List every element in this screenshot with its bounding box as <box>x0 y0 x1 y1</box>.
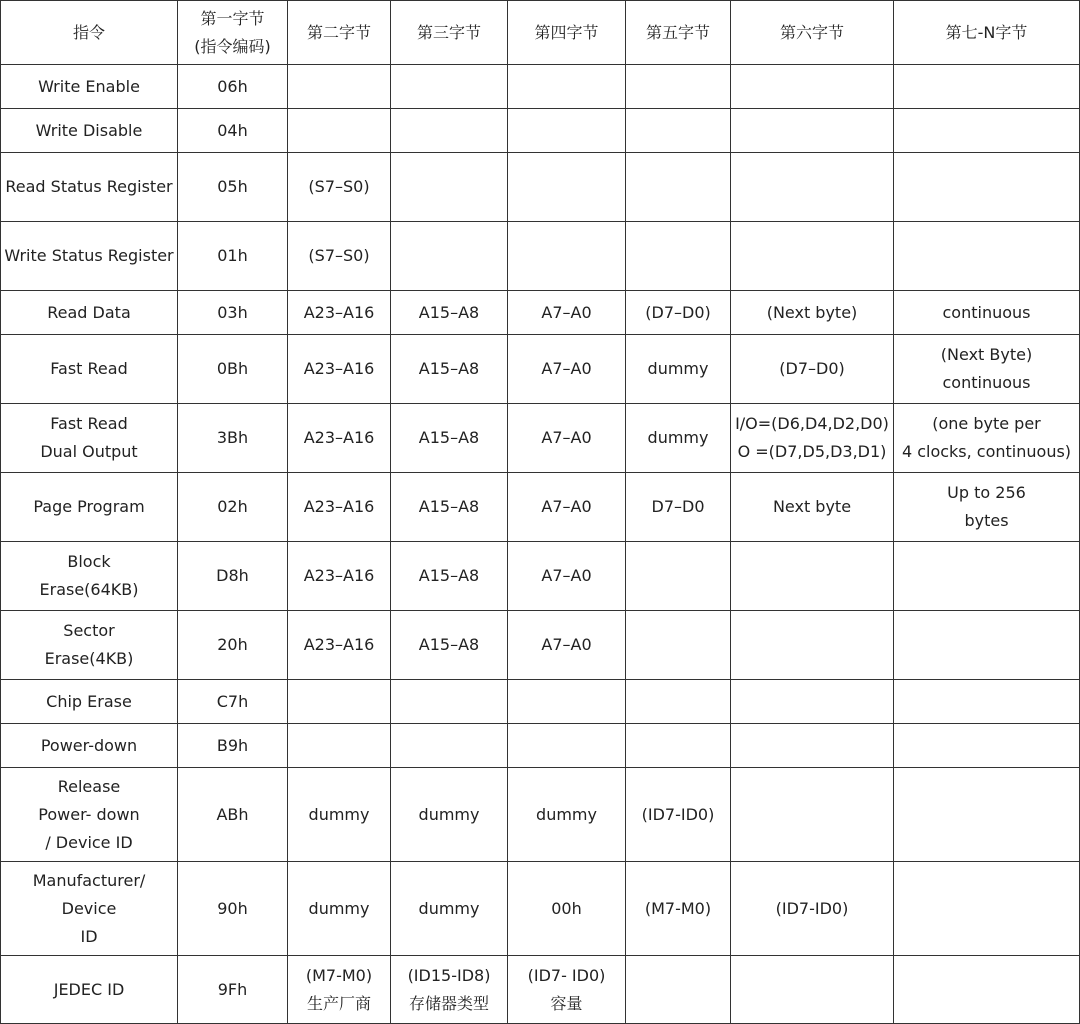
cell-text: (ID15-ID8) <box>407 965 491 985</box>
cell-text: dummy <box>647 428 709 447</box>
cell-byte2 <box>288 65 391 109</box>
cell-text: Page Program <box>33 497 145 516</box>
cell-text: 00h <box>551 898 582 918</box>
table-row <box>1 153 1080 222</box>
table-row <box>1 956 1080 1024</box>
cell-byte3 <box>391 109 508 153</box>
cell-byte1 <box>178 611 288 680</box>
cell-text: continuous <box>942 373 1031 392</box>
cell-byte1 <box>178 335 288 404</box>
table-row <box>1 65 1080 109</box>
cell-byte7-n <box>894 291 1080 335</box>
table-row <box>1 291 1080 335</box>
cell-text: (D7–D0) <box>645 302 711 322</box>
cell-byte4 <box>508 956 626 1024</box>
cell-byte1 <box>178 291 288 335</box>
cell-byte2 <box>288 862 391 956</box>
cell-byte3 <box>391 473 508 542</box>
cell-text: 第一字节 <box>200 8 265 28</box>
cell-text: A23–A16 <box>303 635 375 654</box>
cell-byte2 <box>288 542 391 611</box>
cell-text: 4 clocks, continuous) <box>901 442 1072 461</box>
cell-byte7-n <box>894 542 1080 611</box>
cell-text: A7–A0 <box>541 497 592 516</box>
cell-byte6 <box>731 473 894 542</box>
cell-byte6 <box>731 335 894 404</box>
cell-text: A7–A0 <box>541 302 592 322</box>
cell-byte3 <box>391 153 508 222</box>
cell-byte7-n <box>894 153 1080 222</box>
cell-text: dummy <box>536 804 597 824</box>
cell-text: 04h <box>217 120 248 140</box>
cell-byte7-n <box>894 222 1080 291</box>
cell-byte7-n <box>894 473 1080 542</box>
cell-byte4 <box>508 680 626 724</box>
cell-text: Dual Output <box>40 442 138 461</box>
cell-byte1 <box>178 404 288 473</box>
cell-byte4 <box>508 768 626 862</box>
cell-text: dummy <box>308 804 370 824</box>
cell-command <box>1 768 178 862</box>
cell-text: A23–A16 <box>303 428 375 447</box>
cell-command <box>1 291 178 335</box>
cell-byte1 <box>178 724 288 768</box>
cell-text: A15–A8 <box>418 428 480 447</box>
cell-text: A7–A0 <box>541 635 592 654</box>
table-row <box>1 473 1080 542</box>
cell-byte7-n <box>894 109 1080 153</box>
cell-text: 06h <box>217 76 248 96</box>
cell-byte2 <box>288 153 391 222</box>
header-row <box>1 1 1080 65</box>
cell-byte6 <box>731 291 894 335</box>
cell-text: (one byte per <box>932 414 1041 433</box>
cell-byte2 <box>288 291 391 335</box>
cell-byte1 <box>178 862 288 956</box>
cell-text: A15–A8 <box>418 302 480 322</box>
cell-text: 05h <box>217 177 248 196</box>
cell-byte7-n <box>894 65 1080 109</box>
cell-byte3 <box>391 862 508 956</box>
cell-text: A23–A16 <box>303 359 375 378</box>
cell-byte4 <box>508 109 626 153</box>
cell-command <box>1 222 178 291</box>
cell-byte1 <box>178 222 288 291</box>
cell-byte1 <box>178 768 288 862</box>
cell-text: O =(D7,D5,D3,D1) <box>737 442 887 461</box>
cell-byte4 <box>508 153 626 222</box>
cell-byte4 <box>508 611 626 680</box>
cell-text: 90h <box>217 898 248 918</box>
cell-text: 0Bh <box>216 359 249 378</box>
cell-text: Next byte <box>772 497 852 516</box>
cell-text: A23–A16 <box>303 566 375 585</box>
cell-byte6 <box>731 956 894 1024</box>
cell-text: B9h <box>216 735 249 755</box>
cell-text: (S7–S0) <box>308 177 370 196</box>
cell-byte4 <box>508 335 626 404</box>
cell-byte3 <box>391 956 508 1024</box>
cell-text: A15–A8 <box>418 635 480 654</box>
cell-byte2 <box>288 768 391 862</box>
cell-byte6 <box>731 862 894 956</box>
cell-text: A15–A8 <box>418 497 480 516</box>
cell-text: C7h <box>216 691 249 711</box>
cell-text: Write Disable <box>35 120 143 140</box>
cell-byte4 <box>508 724 626 768</box>
cell-byte3 <box>391 768 508 862</box>
header-byte4 <box>508 1 626 65</box>
header-byte2 <box>288 1 391 65</box>
cell-byte6 <box>731 542 894 611</box>
cell-text: 第七-N字节 <box>945 22 1028 42</box>
cell-command <box>1 956 178 1024</box>
table-row <box>1 109 1080 153</box>
cell-command <box>1 404 178 473</box>
table-row <box>1 542 1080 611</box>
cell-text: Fast Read <box>50 414 128 433</box>
header-command <box>1 1 178 65</box>
cell-byte1 <box>178 109 288 153</box>
cell-command <box>1 611 178 680</box>
cell-byte1 <box>178 65 288 109</box>
cell-byte6 <box>731 222 894 291</box>
cell-text: bytes <box>964 511 1009 530</box>
cell-byte2 <box>288 335 391 404</box>
cell-byte5 <box>626 542 731 611</box>
cell-byte1 <box>178 542 288 611</box>
cell-text: 03h <box>217 302 248 322</box>
cell-command <box>1 542 178 611</box>
cell-byte6 <box>731 65 894 109</box>
cell-text: Sector <box>63 621 115 640</box>
cell-command <box>1 680 178 724</box>
cell-text: dummy <box>418 898 480 918</box>
table-row <box>1 222 1080 291</box>
cell-command <box>1 724 178 768</box>
header-byte3 <box>391 1 508 65</box>
cell-byte7-n <box>894 862 1080 956</box>
cell-text: (M7-M0) <box>305 965 373 985</box>
cell-text: 生产厂商 <box>306 993 371 1013</box>
cell-text: 9Fh <box>217 979 248 999</box>
table-row <box>1 862 1080 956</box>
cell-byte5 <box>626 404 731 473</box>
cell-byte5 <box>626 956 731 1024</box>
cell-text: A15–A8 <box>418 359 480 378</box>
cell-byte5 <box>626 862 731 956</box>
cell-byte5 <box>626 335 731 404</box>
cell-byte3 <box>391 222 508 291</box>
cell-byte6 <box>731 611 894 680</box>
cell-byte6 <box>731 404 894 473</box>
cell-text: A23–A16 <box>303 497 375 516</box>
header-byte1 <box>178 1 288 65</box>
cell-byte6 <box>731 680 894 724</box>
cell-text: Read Status Register <box>5 177 173 196</box>
cell-text: Erase(64KB) <box>39 580 139 599</box>
cell-text: Manufacturer/ <box>32 870 146 890</box>
cell-text: dummy <box>418 804 480 824</box>
cell-byte3 <box>391 724 508 768</box>
cell-text: A23–A16 <box>303 302 375 322</box>
cell-byte3 <box>391 404 508 473</box>
cell-text: Fast Read <box>50 359 128 378</box>
cell-text: 第五字节 <box>645 22 710 42</box>
cell-text: (Next byte) <box>766 302 858 322</box>
cell-text: I/O=(D6,D4,D2,D0) <box>735 414 889 433</box>
cell-text: 第六字节 <box>779 22 844 42</box>
cell-byte2 <box>288 404 391 473</box>
cell-byte3 <box>391 335 508 404</box>
cell-byte6 <box>731 109 894 153</box>
cell-text: / Device ID <box>45 832 133 852</box>
cell-text: Write Enable <box>38 76 140 96</box>
cell-text: A15–A8 <box>418 566 480 585</box>
cell-byte1 <box>178 680 288 724</box>
cell-text: dummy <box>308 898 370 918</box>
cell-byte6 <box>731 153 894 222</box>
cell-command <box>1 153 178 222</box>
cell-text: D8h <box>216 566 249 585</box>
cell-text: A7–A0 <box>541 566 592 585</box>
cell-byte5 <box>626 611 731 680</box>
cell-byte7-n <box>894 956 1080 1024</box>
table-row <box>1 680 1080 724</box>
cell-byte5 <box>626 153 731 222</box>
table-row <box>1 768 1080 862</box>
cell-text: 02h <box>217 497 248 516</box>
cell-byte5 <box>626 109 731 153</box>
cell-text: 第四字节 <box>534 22 599 42</box>
cell-text: D7–D0 <box>651 497 705 516</box>
cell-text: 20h <box>217 635 248 654</box>
cell-byte7-n <box>894 680 1080 724</box>
cell-byte2 <box>288 473 391 542</box>
cell-text: 存储器类型 <box>408 993 489 1013</box>
table-row <box>1 404 1080 473</box>
cell-byte1 <box>178 153 288 222</box>
cell-text: A7–A0 <box>541 359 592 378</box>
cell-text: Power- down <box>38 804 140 824</box>
cell-byte2 <box>288 222 391 291</box>
table-row <box>1 335 1080 404</box>
cell-text: A7–A0 <box>541 428 592 447</box>
cell-byte2 <box>288 611 391 680</box>
cell-text: (D7–D0) <box>779 359 845 378</box>
cell-byte4 <box>508 222 626 291</box>
cell-byte6 <box>731 724 894 768</box>
cell-command <box>1 335 178 404</box>
cell-byte7-n <box>894 404 1080 473</box>
cell-byte3 <box>391 65 508 109</box>
cell-text: 01h <box>217 246 248 265</box>
header-byte6 <box>731 1 894 65</box>
cell-text: JEDEC ID <box>53 979 125 999</box>
header-byte7-n <box>894 1 1080 65</box>
cell-text: Write Status Register <box>4 246 174 265</box>
cell-text: 容量 <box>550 993 583 1013</box>
cell-byte5 <box>626 768 731 862</box>
cell-byte5 <box>626 222 731 291</box>
cell-text: ID <box>80 926 98 946</box>
cell-text: Erase(4KB) <box>44 649 134 668</box>
cell-text: Device <box>61 898 117 918</box>
table-row <box>1 611 1080 680</box>
cell-command <box>1 65 178 109</box>
cell-byte2 <box>288 680 391 724</box>
cell-byte5 <box>626 473 731 542</box>
cell-byte3 <box>391 611 508 680</box>
cell-byte4 <box>508 404 626 473</box>
cell-text: (ID7- ID0) <box>527 965 606 985</box>
cell-text: 指令 <box>72 22 105 42</box>
cell-byte5 <box>626 724 731 768</box>
cell-byte1 <box>178 473 288 542</box>
cell-text: (ID7-ID0) <box>775 898 849 918</box>
cell-byte2 <box>288 109 391 153</box>
cell-byte6 <box>731 768 894 862</box>
cell-text: 3Bh <box>216 428 249 447</box>
cell-text: Up to 256 <box>947 483 1026 502</box>
cell-text: Release <box>57 776 121 796</box>
cell-text: Chip Erase <box>46 691 132 711</box>
cell-text: (Next Byte) <box>940 345 1033 364</box>
cell-byte4 <box>508 542 626 611</box>
cell-text: (ID7-ID0) <box>641 804 715 824</box>
cell-text: 第三字节 <box>416 22 481 42</box>
cell-text: (M7-M0) <box>644 898 712 918</box>
cell-byte4 <box>508 862 626 956</box>
cell-byte5 <box>626 291 731 335</box>
cell-text: continuous <box>942 302 1031 322</box>
cell-text: dummy <box>647 359 709 378</box>
cell-byte5 <box>626 65 731 109</box>
header-byte5 <box>626 1 731 65</box>
cell-byte7-n <box>894 724 1080 768</box>
cell-command <box>1 473 178 542</box>
cell-byte2 <box>288 724 391 768</box>
cell-text: Power-down <box>40 735 138 755</box>
cell-byte7-n <box>894 335 1080 404</box>
cell-byte3 <box>391 291 508 335</box>
cell-text: (S7–S0) <box>308 246 370 265</box>
cell-byte4 <box>508 65 626 109</box>
cell-byte4 <box>508 473 626 542</box>
cell-byte7-n <box>894 611 1080 680</box>
cell-text: Block <box>67 552 111 571</box>
cell-text: 第二字节 <box>306 22 371 42</box>
table-row <box>1 724 1080 768</box>
cell-text: ABh <box>216 804 249 824</box>
cell-byte3 <box>391 680 508 724</box>
cell-command <box>1 862 178 956</box>
cell-byte2 <box>288 956 391 1024</box>
cell-command <box>1 109 178 153</box>
cell-byte4 <box>508 291 626 335</box>
cell-byte1 <box>178 956 288 1024</box>
cell-byte3 <box>391 542 508 611</box>
cell-byte7-n <box>894 768 1080 862</box>
cell-text: (指令编码) <box>194 36 271 56</box>
cell-byte5 <box>626 680 731 724</box>
cell-text: Read Data <box>47 302 131 322</box>
